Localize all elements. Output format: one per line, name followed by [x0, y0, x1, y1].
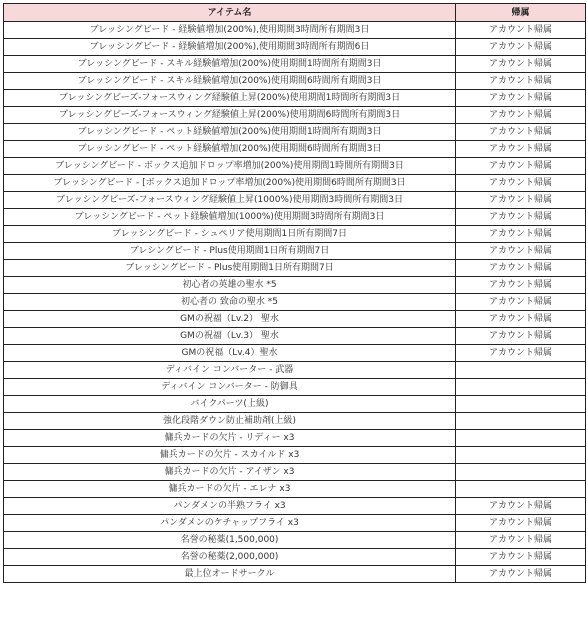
table-row [4, 277, 586, 294]
table-row [4, 396, 586, 413]
table-row [4, 107, 586, 124]
table-row [4, 362, 586, 379]
item-name-cell: 名誉の秘薬(2,000,000) [4, 549, 456, 566]
item-name-cell: ブレッシングビード - 経験値増加(200%),使用期間3時間所有期間6日 [4, 39, 456, 56]
binding-cell [456, 362, 586, 379]
binding-cell: アカウント帰属 [456, 209, 586, 226]
table-row [4, 158, 586, 175]
table-row [4, 243, 586, 260]
header-binding: 帰属 [456, 4, 586, 22]
item-name-cell: 名誉の秘薬(1,500,000) [4, 532, 456, 549]
item-name-cell: GMの祝福（Lv.2） 聖水 [4, 311, 456, 328]
binding-cell [456, 464, 586, 481]
item-name-cell: ブレッシングビード - 経験値増加(200%),使用期間3時間所有期間3日 [4, 22, 456, 39]
table-row [4, 464, 586, 481]
item-name-cell: ブレッシングビード - スキル経験値増加(200%)使用期間6時間所有期間3日 [4, 73, 456, 90]
header-item-name: アイテム名 [4, 4, 456, 22]
item-name-cell: ブレッシングビード - Plus使用期間1日所有期間7日 [4, 260, 456, 277]
binding-cell: アカウント帰属 [456, 328, 586, 345]
binding-cell: アカウント帰属 [456, 141, 586, 158]
binding-cell [456, 413, 586, 430]
table-row [4, 226, 586, 243]
binding-cell: アカウント帰属 [456, 243, 586, 260]
binding-cell: アカウント帰属 [456, 192, 586, 209]
item-name-cell: ブレッシングビード - シュペリア使用期間1日所有期間7日 [4, 226, 456, 243]
binding-cell [456, 430, 586, 447]
binding-cell: アカウント帰属 [456, 532, 586, 549]
item-name-cell: ブレッシングビーズ-フォースウィング経験値上昇(200%)使用期間6時間所有期間3日 [4, 107, 456, 124]
binding-cell: アカウント帰属 [456, 73, 586, 90]
item-name-cell: ブレッシングビード - ボックス追加ドロップ率増加(200%)使用期間1時間所有期間3日 [4, 158, 456, 175]
table-row [4, 328, 586, 345]
table-row [4, 549, 586, 566]
table-row [4, 566, 586, 583]
binding-cell: アカウント帰属 [456, 124, 586, 141]
table-row [4, 532, 586, 549]
table-row [4, 515, 586, 532]
table-row [4, 141, 586, 158]
table-body [4, 22, 586, 583]
table-row [4, 209, 586, 226]
table-row [4, 379, 586, 396]
table-row [4, 73, 586, 90]
binding-cell [456, 379, 586, 396]
binding-cell: アカウント帰属 [456, 107, 586, 124]
table-row [4, 294, 586, 311]
item-binding-table [3, 3, 586, 583]
item-name-cell: ブレッシングビーズ-フォースウィング経験値上昇(1000%)使用期間3時間所有期間3日 [4, 192, 456, 209]
table-row [4, 39, 586, 56]
table-row [4, 56, 586, 73]
item-name-cell: 傭兵カードの欠片 - リディー x3 [4, 430, 456, 447]
table-row [4, 311, 586, 328]
binding-cell: アカウント帰属 [456, 566, 586, 583]
item-name-cell: パンダメンの半熟フライ x3 [4, 498, 456, 515]
item-name-cell: ブレシングビード - Plus使用期間1日所有期間7日 [4, 243, 456, 260]
binding-cell [456, 481, 586, 498]
table-row [4, 124, 586, 141]
table-row [4, 481, 586, 498]
binding-cell: アカウント帰属 [456, 260, 586, 277]
item-name-cell: GMの祝福（Lv.3） 聖水 [4, 328, 456, 345]
item-name-cell: ディバイン コンバーター - 防御具 [4, 379, 456, 396]
item-name-cell: ブレッシングビード - ペット経験値増加(200%)使用期間1時間所有期間3日 [4, 124, 456, 141]
item-name-cell: ブレッシングビード - ペット経験値増加(200%)使用期間6時間所有期間3日 [4, 141, 456, 158]
binding-cell: アカウント帰属 [456, 22, 586, 39]
binding-cell: アカウント帰属 [456, 515, 586, 532]
binding-cell: アカウント帰属 [456, 226, 586, 243]
item-name-cell: ブレッシングビード - ペット経験値増加(1000%)使用期間3時間所有期間3日 [4, 209, 456, 226]
table-row [4, 192, 586, 209]
binding-cell: アカウント帰属 [456, 345, 586, 362]
item-name-cell: 最上位オードサークル [4, 566, 456, 583]
binding-cell: アカウント帰属 [456, 311, 586, 328]
binding-cell: アカウント帰属 [456, 175, 586, 192]
binding-cell: アカウント帰属 [456, 158, 586, 175]
item-name-cell: 傭兵カードの欠片 - エレナ x3 [4, 481, 456, 498]
table-row [4, 260, 586, 277]
item-name-cell: ディバイン コンバーター - 武器 [4, 362, 456, 379]
table-row [4, 175, 586, 192]
item-name-cell: ブレッシングビード - スキル経験値増加(200%)使用期間1時間所有期間3日 [4, 56, 456, 73]
binding-cell: アカウント帰属 [456, 277, 586, 294]
binding-cell: アカウント帰属 [456, 39, 586, 56]
binding-cell: アカウント帰属 [456, 498, 586, 515]
item-name-cell: 強化段階ダウン防止補助剤(上級) [4, 413, 456, 430]
item-name-cell: ブレッシングビード - [ボックス追加ドロップ率増加(200%)使用期間6時間所有期間3日 [4, 175, 456, 192]
item-name-cell: ブレッシングビーズ-フォースウィング経験値上昇(200%)使用期間1時間所有期間3日 [4, 90, 456, 107]
table-row [4, 498, 586, 515]
table-row [4, 22, 586, 39]
item-name-cell: パンダメンのケチャップフライ x3 [4, 515, 456, 532]
table-row [4, 413, 586, 430]
item-name-cell: バイクパーツ(上級) [4, 396, 456, 413]
binding-cell: アカウント帰属 [456, 56, 586, 73]
table-row [4, 430, 586, 447]
binding-cell: アカウント帰属 [456, 549, 586, 566]
item-name-cell: 初心者の英雄の聖水 *5 [4, 277, 456, 294]
table-row [4, 447, 586, 464]
binding-cell [456, 396, 586, 413]
binding-cell: アカウント帰属 [456, 90, 586, 107]
item-name-cell: 傭兵カードの欠片 - スカイルド x3 [4, 447, 456, 464]
binding-cell [456, 447, 586, 464]
item-name-cell: GMの祝福（Lv.4）聖水 [4, 345, 456, 362]
item-name-cell: 傭兵カードの欠片 - アイザン x3 [4, 464, 456, 481]
header-row [4, 4, 586, 22]
table-row [4, 345, 586, 362]
table-row [4, 90, 586, 107]
binding-cell: アカウント帰属 [456, 294, 586, 311]
item-name-cell: 初心者の 致命の聖水 *5 [4, 294, 456, 311]
